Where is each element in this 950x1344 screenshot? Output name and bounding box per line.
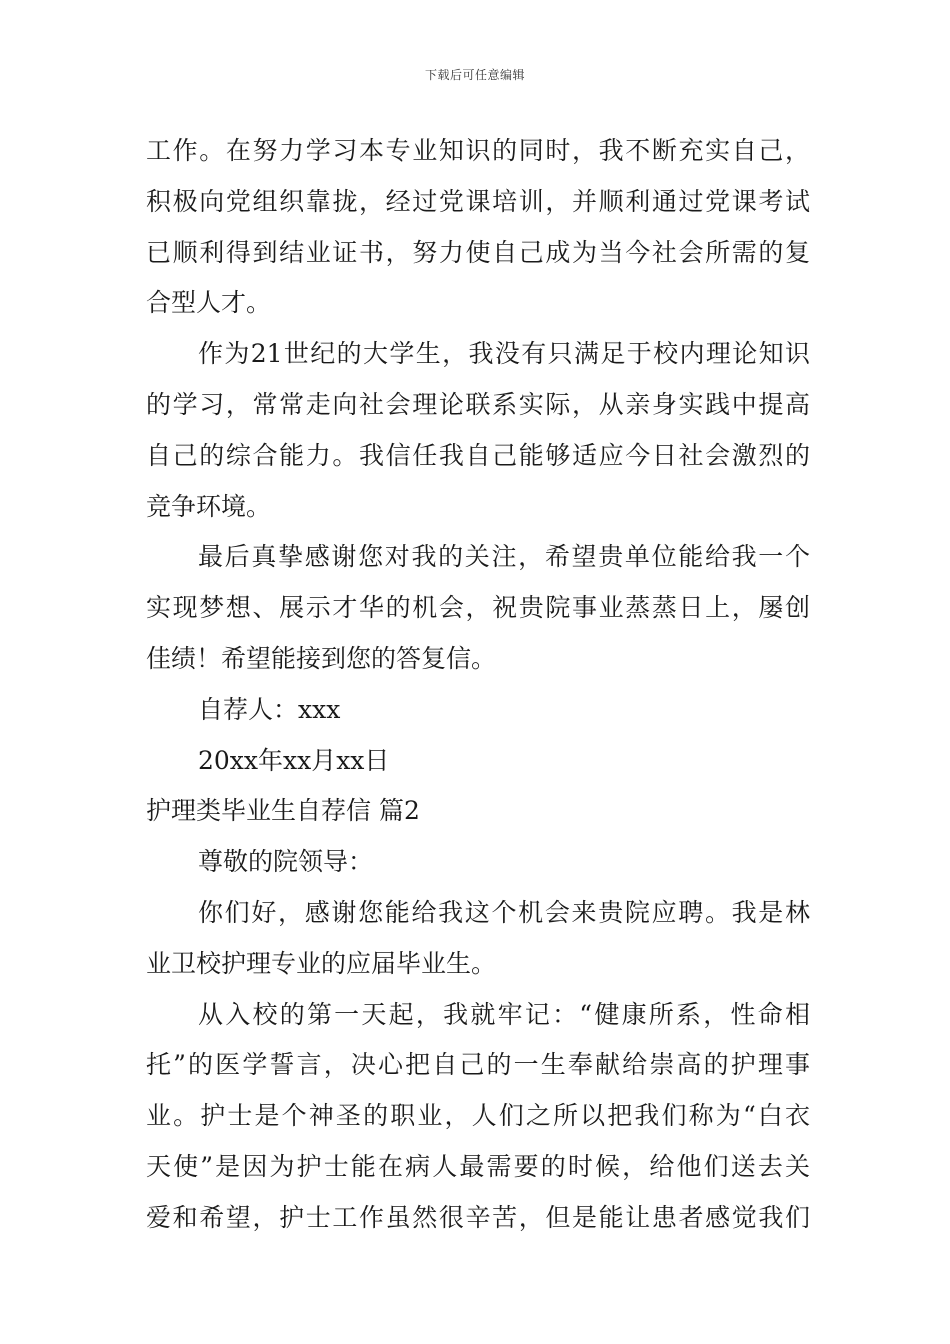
text-line: 实现梦想、展示才华的机会，祝贵院事业蒸蒸日上，屡创 [146,593,810,623]
text-line: 佳绩！希望能接到您的答复信。 [146,643,497,673]
document-body [146,126,810,1244]
text-line: 已顺利得到结业证书，努力使自己成为当今社会所需的复 [146,237,810,267]
text-line: 工作。在努力学习本专业知识的同时，我不断充实自己， [146,136,810,165]
text-line: 合型人才。 [146,288,272,318]
text-line: 的学习，常常走向社会理论联系实际，从亲身实践中提高 [146,389,810,419]
page-header-note: 下载后可任意编辑 [424,68,525,82]
text-line: 托”的医学誓言，决心把自己的一生奉献给崇高的护理事 [146,1050,810,1080]
text-line: 业卫校护理专业的应届毕业生。 [146,948,497,978]
text-line: 爱和希望，护士工作虽然很辛苦，但是能让患者感觉我们 [146,1202,810,1232]
text-line: 天使”是因为护士能在病人最需要的时候，给他们送去关 [146,1151,810,1181]
text-line: 自己的综合能力。我信任我自己能够适应今日社会激烈的 [146,440,810,470]
text-line: 积极向党组织靠拢，经过党课培训，并顺利通过党课考试 [146,186,810,216]
text-line: 业。护士是个神圣的职业，人们之所以把我们称为“白衣 [146,1101,810,1131]
text-line: 最后真挚感谢您对我的关注，希望贵单位能给我一个 [198,542,810,572]
signature-line: 自荐人：xxx [198,694,341,724]
salutation-line: 尊敬的院领导： [198,847,374,877]
text-line: 从入校的第一天起，我就牢记：“健康所系，性命相 [198,999,810,1029]
section-title: 护理类毕业生自荐信 篇2 [146,796,420,826]
text-line: 竞争环境。 [146,491,272,521]
date-line: 20xx年xx月xx日 [198,745,390,775]
text-line: 你们好，感谢您能给我这个机会来贵院应聘。我是林 [198,897,810,927]
text-line: 作为21世纪的大学生，我没有只满足于校内理论知识 [198,339,810,369]
